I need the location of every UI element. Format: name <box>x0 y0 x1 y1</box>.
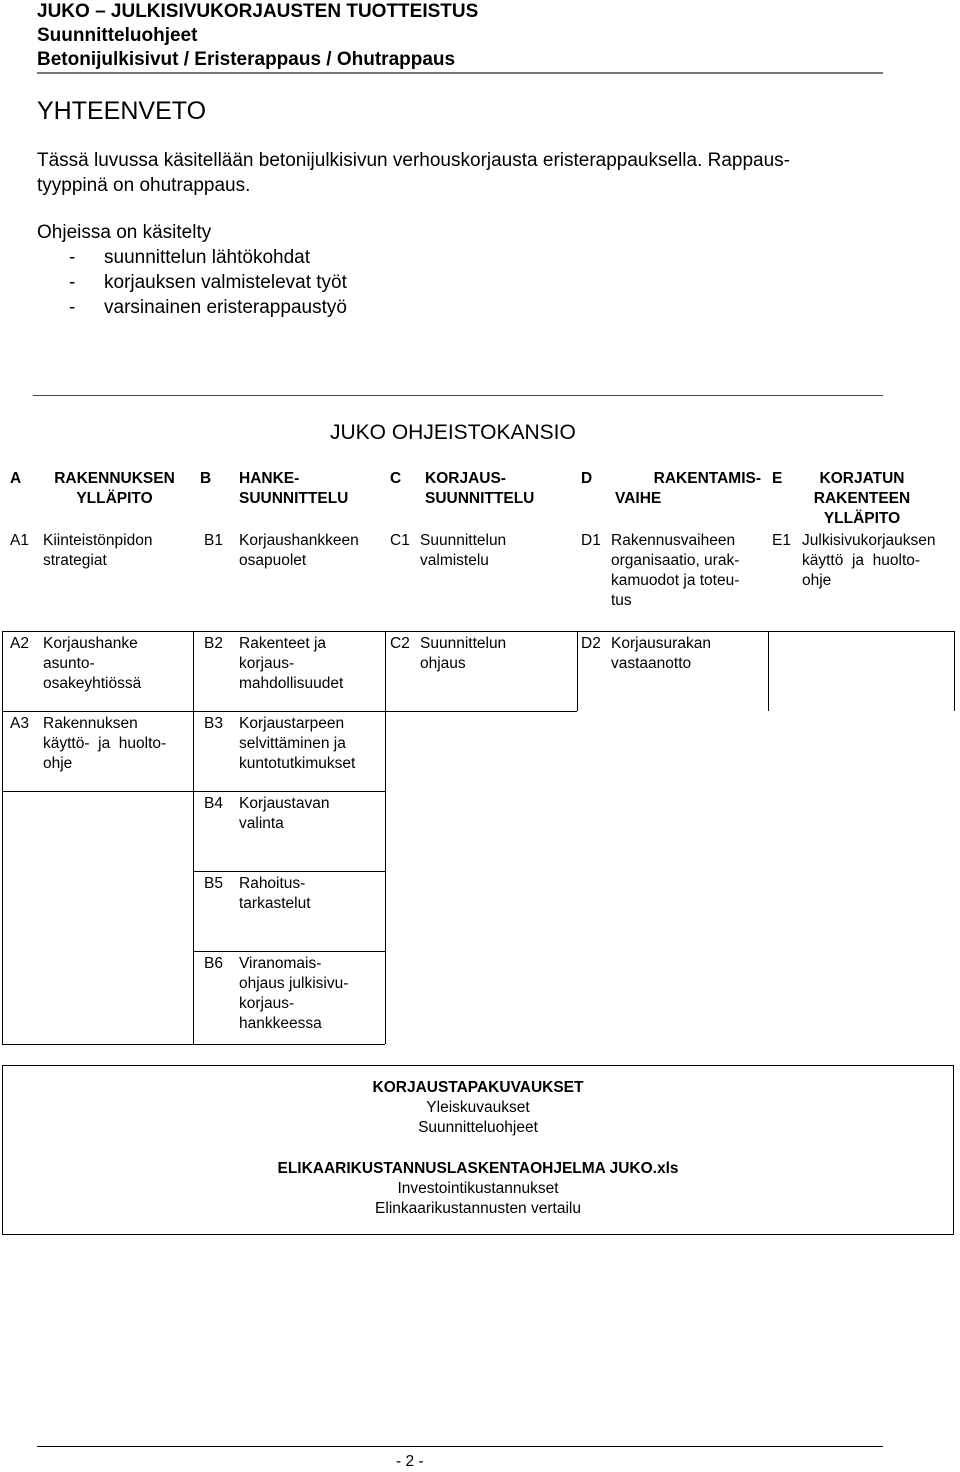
bullet-item: - suunnittelun lähtökohdat <box>69 247 310 268</box>
group-title: ELIKAARIKUSTANNUSLASKENTAOHJELMA JUKO.xls <box>277 1160 679 1177</box>
bullet-item: - varsinainen eristerappaustyö <box>69 297 347 318</box>
grid-line <box>768 631 769 711</box>
summary-heading: YHTEENVETO <box>37 97 207 125</box>
summary-paragraph-line: tyyppinä on ohutrappaus. <box>37 175 251 196</box>
header-divider <box>37 72 883 74</box>
bullet-item: - korjauksen valmistelevat työt <box>69 272 347 293</box>
group-item: Yleiskuvaukset <box>426 1099 530 1116</box>
header-subtitle: Suunnitteluohjeet <box>37 25 198 46</box>
grid-line <box>2 631 3 1044</box>
document-header <box>37 0 478 72</box>
group-item: Suunnitteluohjeet <box>418 1119 538 1136</box>
section-divider <box>33 395 883 396</box>
grid-line <box>577 631 578 711</box>
group-title: KORJAUSTAPAKUVAUKSET <box>372 1079 584 1096</box>
group-item: Investointikustannukset <box>397 1180 559 1197</box>
page-number: - 2 - <box>396 1453 424 1470</box>
grid-line <box>193 871 385 872</box>
group-item: Elinkaarikustannusten vertailu <box>375 1200 581 1217</box>
grid-line <box>193 631 194 1044</box>
summary-paragraph <box>37 148 897 198</box>
related-materials-box <box>2 1065 954 1235</box>
grid-line <box>2 631 954 632</box>
summary-intro-text: Ohjeissa on käsitelty <box>37 222 212 243</box>
grid-line <box>193 951 385 952</box>
grid-line <box>954 631 955 711</box>
grid-line <box>2 1044 385 1045</box>
kansio-title: JUKO OHJEISTOKANSIO <box>330 421 576 444</box>
header-title: JUKO – JULKISIVUKORJAUSTEN TUOTTEISTUS <box>37 1 479 22</box>
summary-paragraph-line: Tässä luvussa käsitellään betonijulkisivun verhouskorjausta eristerappauksella. Rappaus- <box>37 150 791 171</box>
header-section: Betonijulkisivut / Eristerappaus / Ohutrappaus <box>37 49 456 70</box>
grid-line <box>2 711 577 712</box>
grid-line <box>385 631 386 1044</box>
footer-divider <box>37 1446 883 1447</box>
summary-intro <box>37 220 347 320</box>
